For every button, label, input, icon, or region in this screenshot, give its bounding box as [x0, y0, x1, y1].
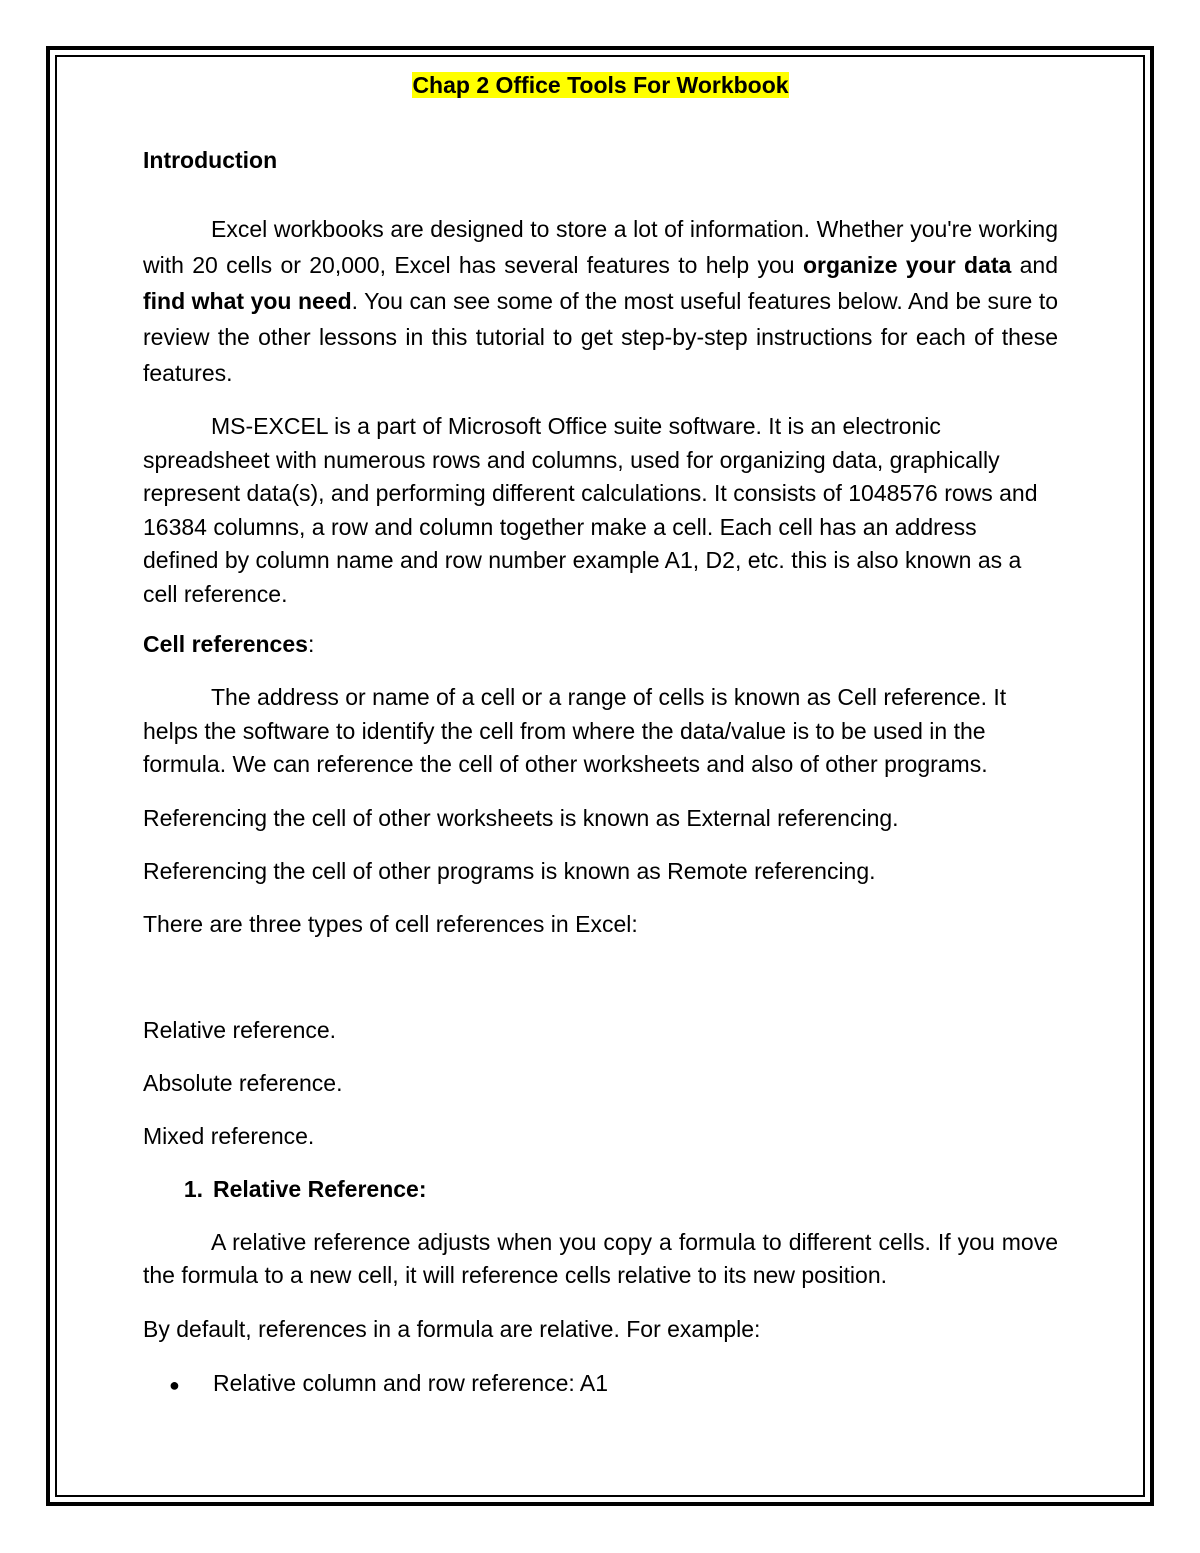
section-title: Relative Reference:	[213, 1175, 427, 1202]
bold-organize-your-data: organize your data	[802, 252, 1012, 278]
relative-reference-paragraph: A relative reference adjusts when you copy a formula to different cells. If you move the formula to a new cell, it will reference cells relative to its new position.	[143, 1228, 1058, 1288]
bullet-item-text: Relative column and row reference: A1	[213, 1369, 609, 1396]
document-body	[143, 67, 1058, 1402]
reference-types-intro: There are three types of cell references in Excel:	[143, 910, 638, 937]
relative-default-text: By default, references in a formula are relative. For example:	[143, 1315, 761, 1342]
cell-references-paragraph-1: The address or name of a cell or a range of cells is known as Cell reference. It helps the software to identify the cell from where the data/value is to be used in the formula. We can reference the cell of other worksheets and also of other programs.	[143, 684, 1007, 777]
document-title-highlight: Chap 2 Office Tools For Workbook	[412, 72, 789, 98]
remote-referencing-text: Referencing the cell of other programs is known as Remote referencing.	[143, 857, 876, 884]
introduction-paragraph-2: MS-EXCEL is a part of Microsoft Office suite software. It is an electronic spreadsheet with numerous rows and columns, used for organizing data, graphically represent data(s), and performing different calculations. It consists of 1048576 rows and 16384 columns, a row and column together make a cell. Each cell has an address defined by column name and row number example A1, D2, etc. this is also known as a cell reference.	[143, 413, 1038, 607]
bullet-item	[143, 1366, 1058, 1402]
cell-references-heading: Cell references:	[143, 631, 315, 657]
document-title	[143, 67, 1058, 103]
relative-reference-heading	[143, 1172, 1058, 1206]
reference-type-mixed: Mixed reference.	[143, 1122, 315, 1149]
bold-find-what-you-need: find what you need	[143, 288, 352, 314]
introduction-heading: Introduction	[143, 147, 278, 173]
bullet-icon: ●	[169, 1374, 180, 1395]
reference-type-absolute: Absolute reference.	[143, 1069, 343, 1096]
reference-type-relative: Relative reference.	[143, 1016, 337, 1043]
external-referencing-text: Referencing the cell of other worksheets is known as External referencing.	[143, 804, 899, 831]
section-number: 1.	[183, 1175, 203, 1202]
introduction-paragraph-1: Excel workbooks are designed to store a lot of information. Whether you're working with 20 cells or 20,000, Excel has several features to help you organize your data and find what you need. You can see some of the most useful features below. And be sure to review the other lessons in this tutorial to get step-by-step instructions for each of these features.	[143, 216, 1058, 386]
